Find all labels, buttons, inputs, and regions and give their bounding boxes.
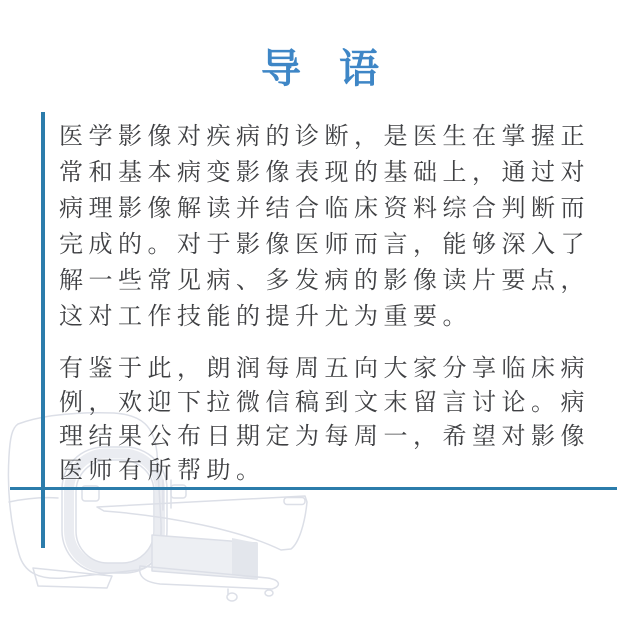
text-line: 解一些常见病、多发病的影像读片要点，	[59, 266, 590, 294]
horizontal-accent-line	[10, 487, 617, 490]
text-line: 完成的。对于影像医师而言，能够深入了	[59, 230, 590, 258]
text-line: 理结果公布日期定为每周一，希望对影像	[59, 422, 590, 450]
caster-wheel	[227, 593, 237, 601]
text-line: 例，欢迎下拉微信稿到文末留言讨论。病	[59, 388, 590, 416]
table-end-panel	[284, 498, 305, 505]
article-body	[59, 118, 615, 487]
text-line: 有鉴于此，朗润每周五向大家分享临床病	[59, 354, 590, 382]
text-line: 医学影像对疾病的诊断，是医生在掌握正	[59, 122, 590, 150]
gantry-seam	[9, 498, 58, 502]
paragraph-invitation	[59, 351, 615, 487]
text-line: 医师有所帮助。	[59, 456, 266, 484]
text-line: 病理影像解读并结合临床资料综合判断而	[59, 194, 590, 222]
page-title: 导 语	[261, 46, 391, 92]
caster-wheel	[265, 590, 273, 596]
vertical-accent-line	[41, 112, 45, 548]
paragraph-intro	[59, 118, 615, 334]
text-line: 常和基本病变影像表现的基础上，通过对	[59, 158, 590, 186]
text-line: 这对工作技能的提升尤为重要。	[59, 302, 472, 330]
table-pedestal-shade	[232, 538, 257, 579]
